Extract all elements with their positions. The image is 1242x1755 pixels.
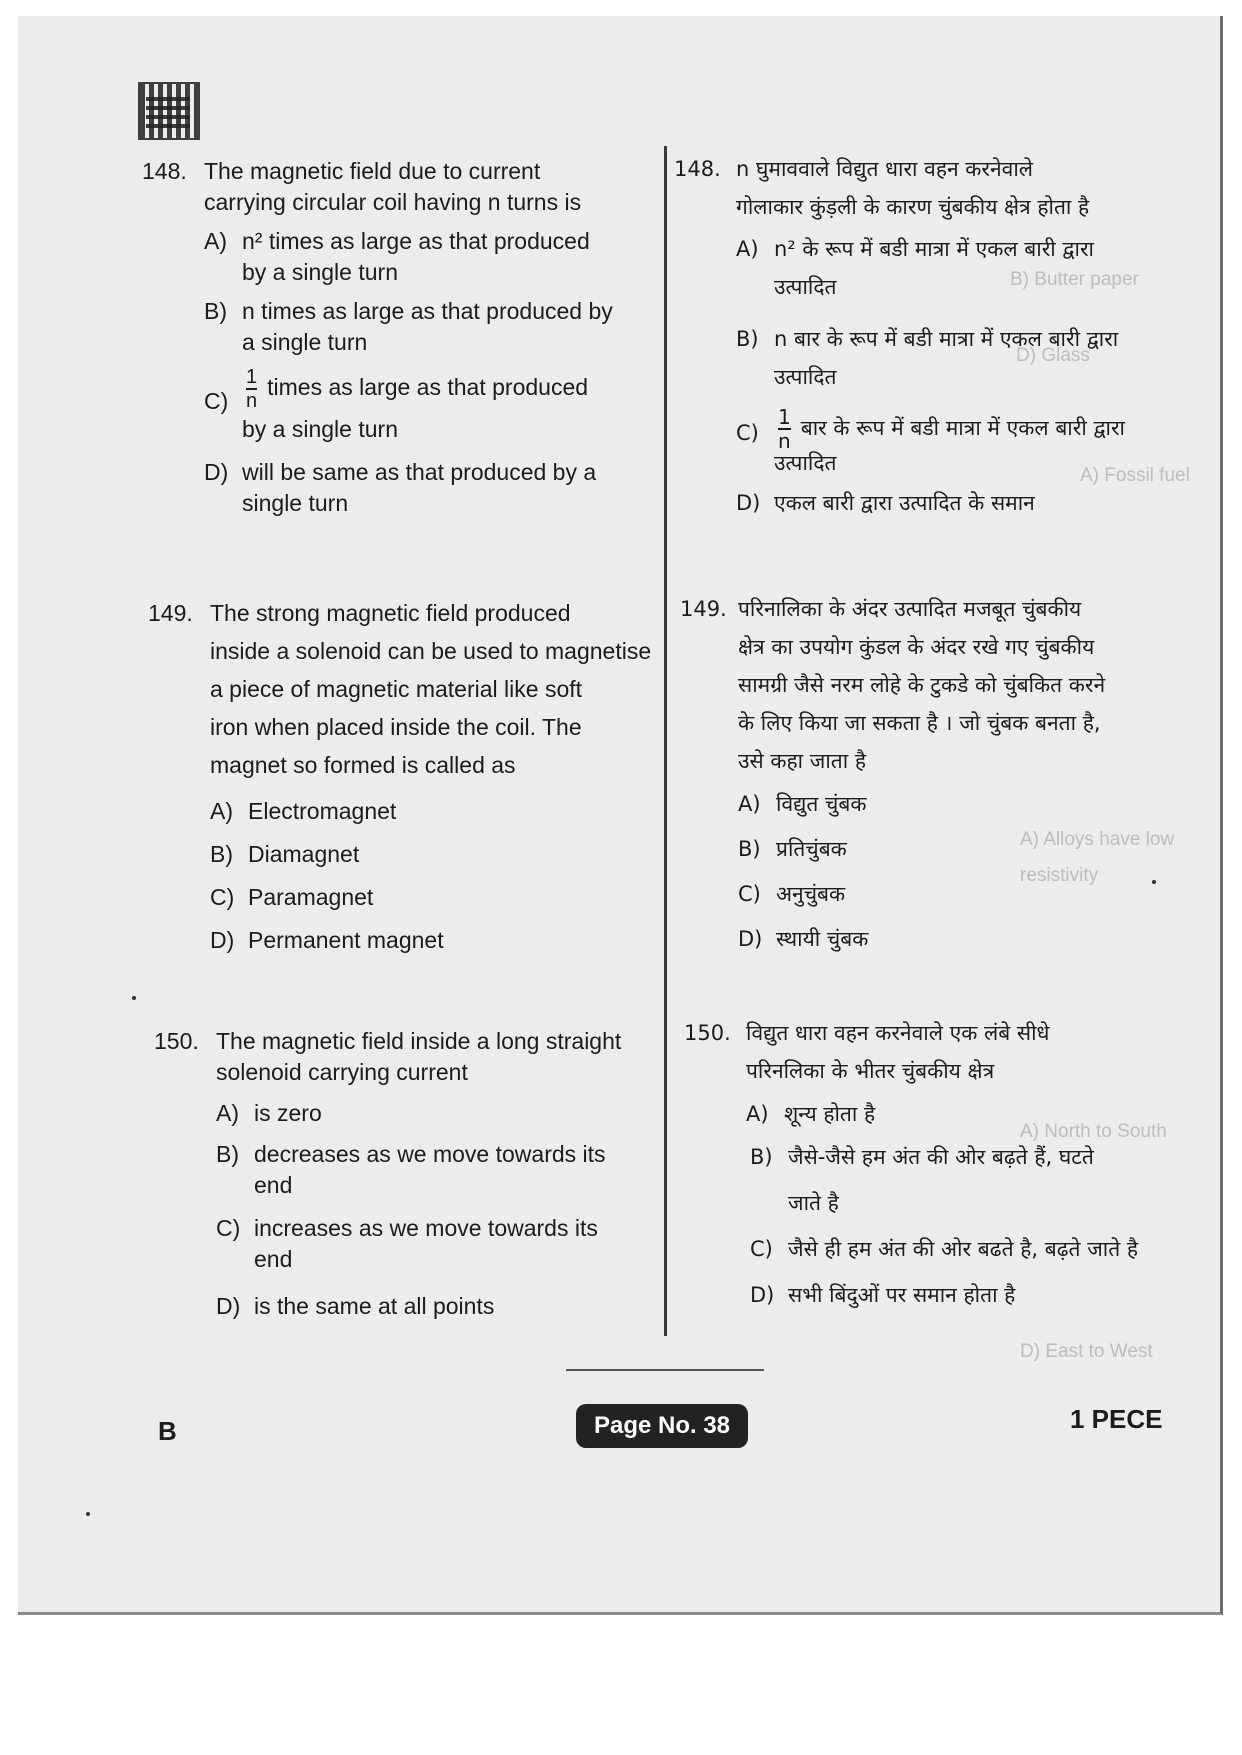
show-through-text: A) Fossil fuel bbox=[1080, 465, 1190, 486]
option-d: D) एकल बारी द्वारा उत्पादित के समान bbox=[736, 491, 1035, 515]
question-150-hi: 150. विद्युत धारा वहन करनेवाले एक लंबे सीधे परिनलिका के भीतर चुंबकीय क्षेत्र A) शून्य होता है B) जैसे-जैसे हम अंत की ओर बढ़ते हैं, घटते जाते है C) जैसे ही हम अंत की ओर बढते है, बढ़ते जाते है D) सभी बिंदुओं पर समान होता है bbox=[684, 1014, 1184, 1318]
option-c: C) Paramagnet bbox=[210, 884, 374, 910]
question-149-hi: 149. परिनालिका के अंदर उत्पादित मजबूत चुंबकीय क्षेत्र का उपयोग कुंडल के अंदर रखे गए चुंबकीय सामग्री जैसे नरम लोहे के टुकडे को चुंबकित करने के लिए किया जा सकता है । जो चुंबक बनता है, उसे कहा जाता है A) विद्युत चुंबक B) प्रतिचुंबक C) अनुचुंबक D) स्थायी चुंबक bbox=[680, 590, 1180, 962]
option-a: A) is zero bbox=[216, 1100, 322, 1126]
option-b: B) Diamagnet bbox=[210, 841, 360, 867]
question-150-en: 150. The magnetic field inside a long straight solenoid carrying current A) is zero B) decreases as we move towards its end C) increases as we move towards its end D) is the same at all points bbox=[154, 1026, 664, 1322]
option-b: B) n बार के रूप में बडी मात्रा में एकल बारी द्वारा उत्पादित bbox=[736, 327, 1119, 389]
show-through-text: A) North to South bbox=[1020, 1121, 1167, 1142]
show-through-text: D) Glass bbox=[1016, 345, 1090, 366]
option-d: D) स्थायी चुंबक bbox=[738, 927, 869, 951]
show-through-text: D) East to West bbox=[1020, 1341, 1153, 1362]
booklet-series: B bbox=[158, 1416, 177, 1446]
page-number-badge: Page No. 38 bbox=[576, 1404, 748, 1448]
option-b: B) decreases as we move towards its end bbox=[216, 1141, 606, 1198]
question-number: 150. bbox=[684, 1021, 731, 1045]
end-rule bbox=[566, 1369, 764, 1371]
fraction-1-over-n: $\frac{1}{n}$ bbox=[246, 366, 258, 412]
option-c: C) increases as we move towards its end bbox=[216, 1215, 598, 1272]
option-c: C) $\frac{1}{n}$ times as large as that produced by a single turn bbox=[204, 366, 589, 442]
question-stem: carrying circular coil having n turns is bbox=[204, 189, 582, 215]
option-c: C) जैसे ही हम अंत की ओर बढते है, बढ़ते जाते है bbox=[750, 1237, 1139, 1261]
show-through-text: A) Alloys have low resistivity bbox=[1020, 829, 1175, 886]
option-c: C) $\frac{1}{n}$ बार के रूप में बडी मात्रा में एकल बारी द्वारा उत्पादित bbox=[736, 405, 1125, 475]
option-a: A) शून्य होता है bbox=[746, 1102, 876, 1126]
option-b: B) n times as large as that produced by a single turn bbox=[204, 298, 613, 355]
show-through-text: B) Butter paper bbox=[1010, 269, 1139, 290]
option-a: A) n² के रूप में बडी मात्रा में एकल बारी द्वारा उत्पादित bbox=[736, 237, 1094, 299]
question-number: 148. bbox=[674, 157, 721, 181]
column-divider bbox=[664, 146, 667, 1336]
option-c: C) अनुचुंबक bbox=[738, 882, 846, 906]
scan-speck bbox=[1152, 880, 1156, 884]
scan-speck bbox=[86, 1512, 90, 1516]
qr-code bbox=[138, 82, 200, 140]
option-d: D) सभी बिंदुओं पर समान होता है bbox=[750, 1283, 1016, 1307]
option-a: A) Electromagnet bbox=[210, 798, 397, 824]
option-d: D) is the same at all points bbox=[216, 1293, 495, 1319]
question-number: 149. bbox=[148, 600, 193, 626]
question-149-en: 149. The strong magnetic field produced inside a solenoid can be used to magnetise a piece of magnetic material like soft iron when placed inside the coil. The magnet so formed is called as A) Electromagnet B) Diamagnet C) Paramagnet D) Permanent magnet bbox=[148, 594, 658, 962]
question-stem: The magnetic field due to current bbox=[204, 158, 541, 184]
scan-speck bbox=[132, 996, 136, 1000]
option-a: A) विद्युत चुंबक bbox=[738, 792, 867, 816]
option-b: B) जैसे-जैसे हम अंत की ओर बढ़ते हैं, घटते जाते है bbox=[750, 1145, 1094, 1215]
option-d: D) will be same as that produced by a single turn bbox=[204, 459, 597, 516]
question-148-hi: 148. n घुमाववाले विद्युत धारा वहन करनेवाले गोलाकार कुंड़ली के कारण चुंबकीय क्षेत्र होता है A) n² के रूप में बडी मात्रा में एकल बारी द्वारा उत्पादित B) n बार के रूप में बडी मात्रा में एकल बारी द्वारा उत्पादित C) $\frac{1}{n}$ बार के रूप में बडी मात्रा में एकल बारी द्वारा उत्पादित D) एकल बारी द्वारा उत्पादित के समान bbox=[674, 150, 1174, 522]
question-number: 148. bbox=[142, 158, 187, 184]
question-148-en bbox=[142, 156, 652, 519]
paper-code: 1 PECE bbox=[1070, 1404, 1163, 1434]
option-b: B) प्रतिचुंबक bbox=[738, 837, 847, 861]
question-number: 150. bbox=[154, 1028, 199, 1054]
option-a: A) n² times as large as that produced by a single turn bbox=[204, 228, 590, 285]
question-number: 149. bbox=[680, 597, 727, 621]
option-d: D) Permanent magnet bbox=[210, 927, 444, 953]
fraction-1-over-n: $\frac{1}{n}$ bbox=[778, 405, 791, 453]
